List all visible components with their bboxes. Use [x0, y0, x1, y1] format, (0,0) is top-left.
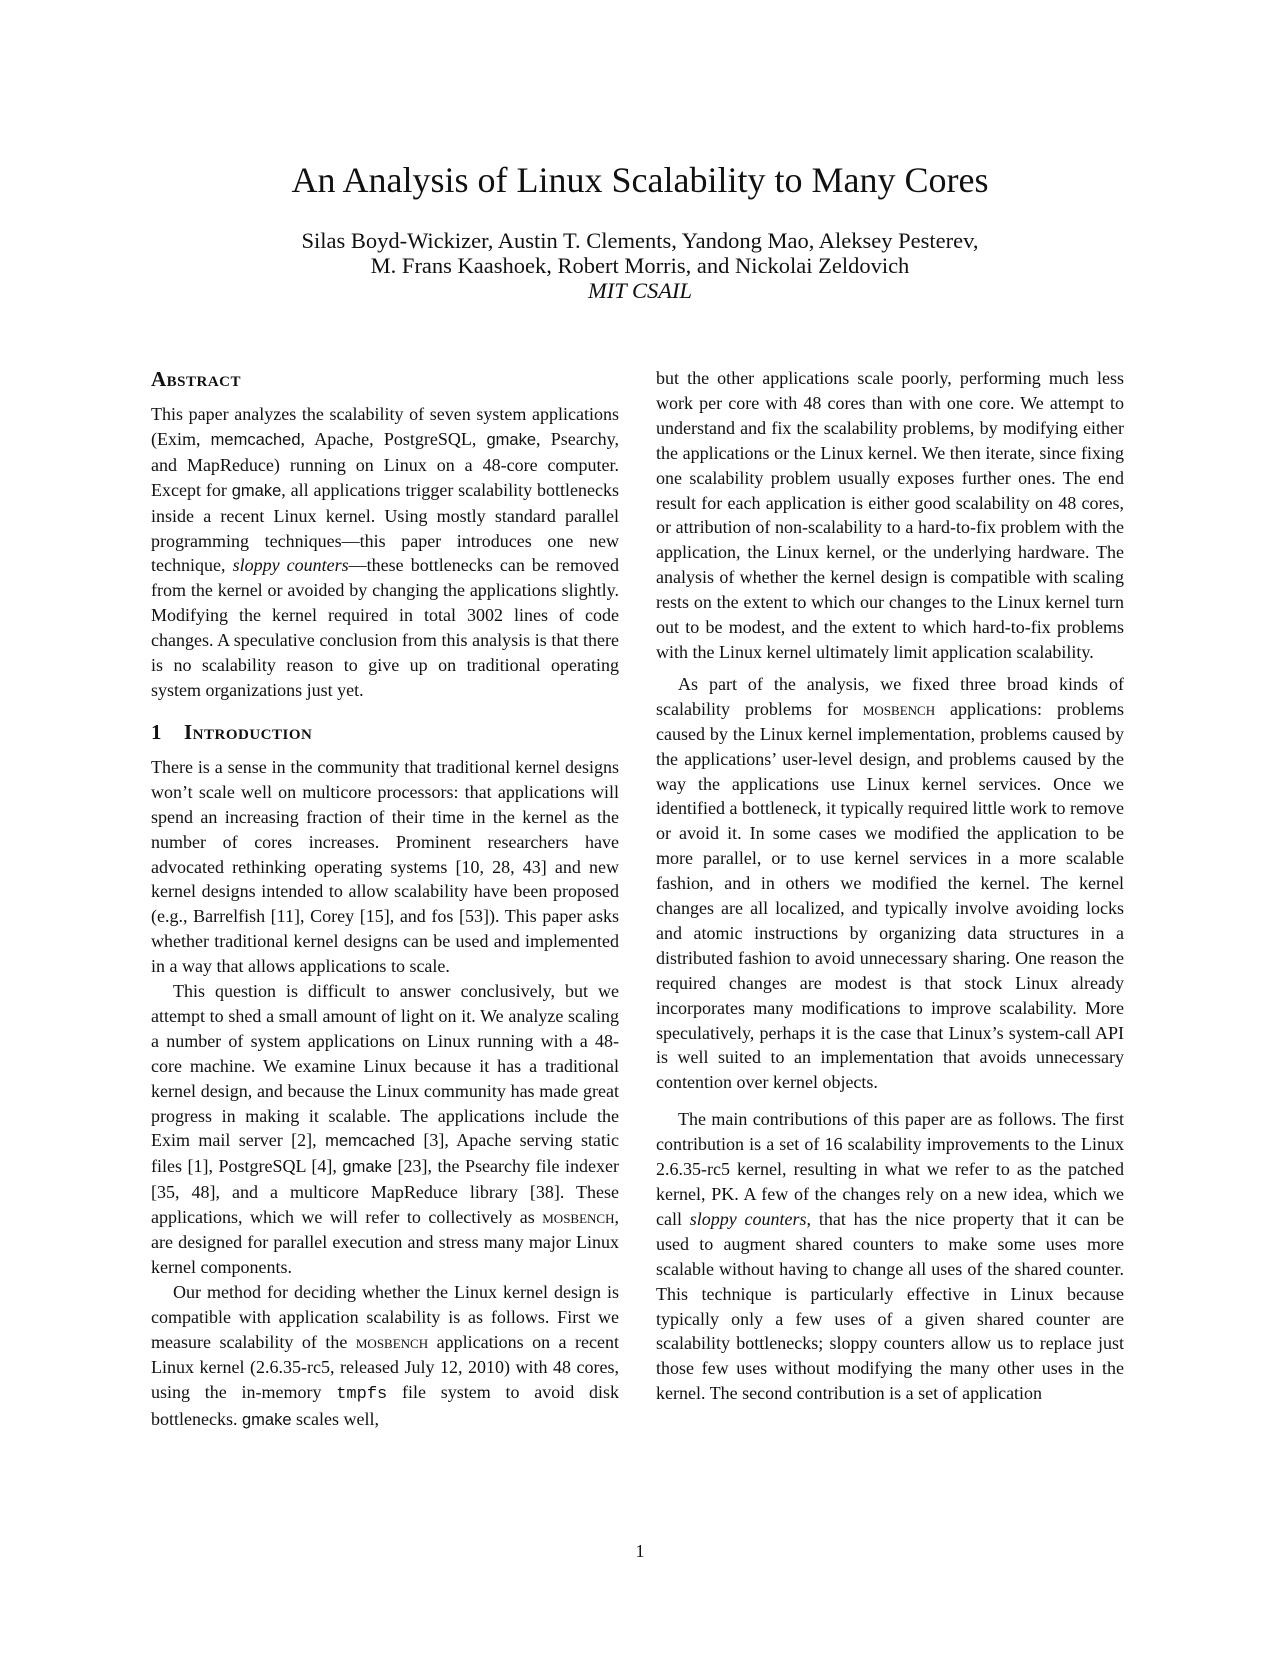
abstract-paragraph: This paper analyzes the scalability of seven system applications (Exim, memcached, Apache, PostgreSQL, gmake, Psearchy, and MapReduce) running on Linux on a 48-core computer. Except for gmake, all applications trigger scalability bottlenecks inside a recent Linux kernel. Using mostly standard parallel programming techniques—this paper introduces one new technique, sloppy counters—these bottlenecks can be removed from the kernel or avoided by changing the applications slightly. Modifying the kernel required in total 3002 lines of code changes. A speculative conclusion from this analysis is that there is no scalability reason to give up on traditional operating system organizations just yet.	[151, 404, 620, 700]
introduction-heading	[151, 719, 619, 745]
author-line-2: M. Frans Kaashoek, Robert Morris, and Nickolai Zeldovich	[370, 253, 910, 278]
intro-paragraph-2: This question is difficult to answer conclusively, but we attempt to shed a small amount of light on it. We analyze scaling a number of system applications on Linux running with a 48-core machine. We examine Linux because it has a traditional kernel design, and because the Linux community has made great progress in making it scalable. The applications include the Exim mail server [2], memcached [3], Apache serving static files [1], PostgreSQL [4], gmake [23], the Psearchy file indexer [35, 48], and a multicore MapReduce library [38]. These applications, which we will refer to collectively as mosbench, are designed for parallel execution and stress many major Linux kernel components.	[151, 981, 620, 1277]
abstract-heading: Abstract	[151, 367, 242, 391]
intro-paragraph-3: Our method for deciding whether the Linux kernel design is compatible with application scalability is as follows. First we measure scalability of the mosbench applications on a recent Linux kernel (2.6.35-rc5, released July 12, 2010) with 48 cores, using the in-memory tmpfs file system to avoid disk bottlenecks. gmake scales well,	[151, 1281, 619, 1430]
right-paragraph-1: but the other applications scale poorly, performing much less work per core with 48 cores than with one core. We attempt to understand and fix the scalability problems, by modifying either the applications or the Linux kernel. We then iterate, since fixing one scalability problem usually exposes further ones. The end result for each application is either good scalability on 48 cores, or attribution of non-scalability to a hard-to-fix problem with the application, the Linux kernel, or the underlying hardware. The analysis of whether the kernel design is compatible with scaling rests on the extent to which our changes to the Linux kernel turn out to be modest, and the extent to which hard-to-fix problems with the Linux kernel ultimately limit application scalability.	[656, 368, 1124, 662]
paper-title: An Analysis of Linux Scalability to Many Cores	[291, 160, 989, 200]
affiliation: MIT CSAIL	[588, 278, 692, 303]
intro-paragraph-1: There is a sense in the community that traditional kernel designs won’t scale well on multicore processors: that applications will spend an increasing fraction of their time in the kernel as the number of cores increases. Prominent researchers have advocated rethinking operating systems [10, 28, 43] and new kernel designs intended to allow scalability have been proposed (e.g., Barrelfish [11], Corey [15], and fos [53]). This paper asks whether traditional kernel designs can be used and implemented in a way that allows applications to scale.	[151, 756, 619, 977]
section-number: 1	[151, 719, 162, 744]
author-line-1: Silas Boyd-Wickizer, Austin T. Clements, Yandong Mao, Aleksey Pesterev,	[301, 228, 979, 253]
author-block	[0, 228, 1280, 303]
left-column	[151, 366, 619, 1433]
right-column	[656, 366, 1124, 1406]
page-number: 1	[635, 1541, 645, 1561]
right-paragraph-3: The main contributions of this paper are as follows. The first contribution is a set of 16 scalability improvements to the Linux 2.6.35-rc5 kernel, resulting in what we refer to as the patched kernel, PK. A few of the changes rely on a new idea, which we call sloppy counters, that has the nice property that it can be used to augment shared counters to make some uses more scalable without having to change all uses of the shared counter. This technique is particularly effective in Linux because typically only a few uses of a given shared counter are scalability bottlenecks; sloppy counters allow us to replace just those few uses without modifying the many other uses in the kernel. The second contribution is a set of application	[656, 1109, 1124, 1404]
section-title: Introduction	[184, 719, 313, 744]
right-paragraph-2: As part of the analysis, we fixed three broad kinds of scalability problems for mosbench applications: problems caused by the Linux kernel implementation, problems caused by the applications’ user-level design, and problems caused by the way the applications use Linux kernel services. Once we identified a bottleneck, it typically required little work to remove or avoid it. In some cases we modified the application to be more parallel, or to use kernel services in a more scalable fashion, and in others we modified the kernel. The kernel changes are all localized, and typically involve avoiding locks and atomic instructions by organizing data structures in a distributed fashion to avoid unnecessary sharing. One reason the required changes are modest is that stock Linux already incorporates many modifications to improve scalability. More speculatively, perhaps it is the case that Linux’s system-call API is well suited to an implementation that avoids unnecessary contention over kernel objects.	[656, 673, 1124, 1093]
